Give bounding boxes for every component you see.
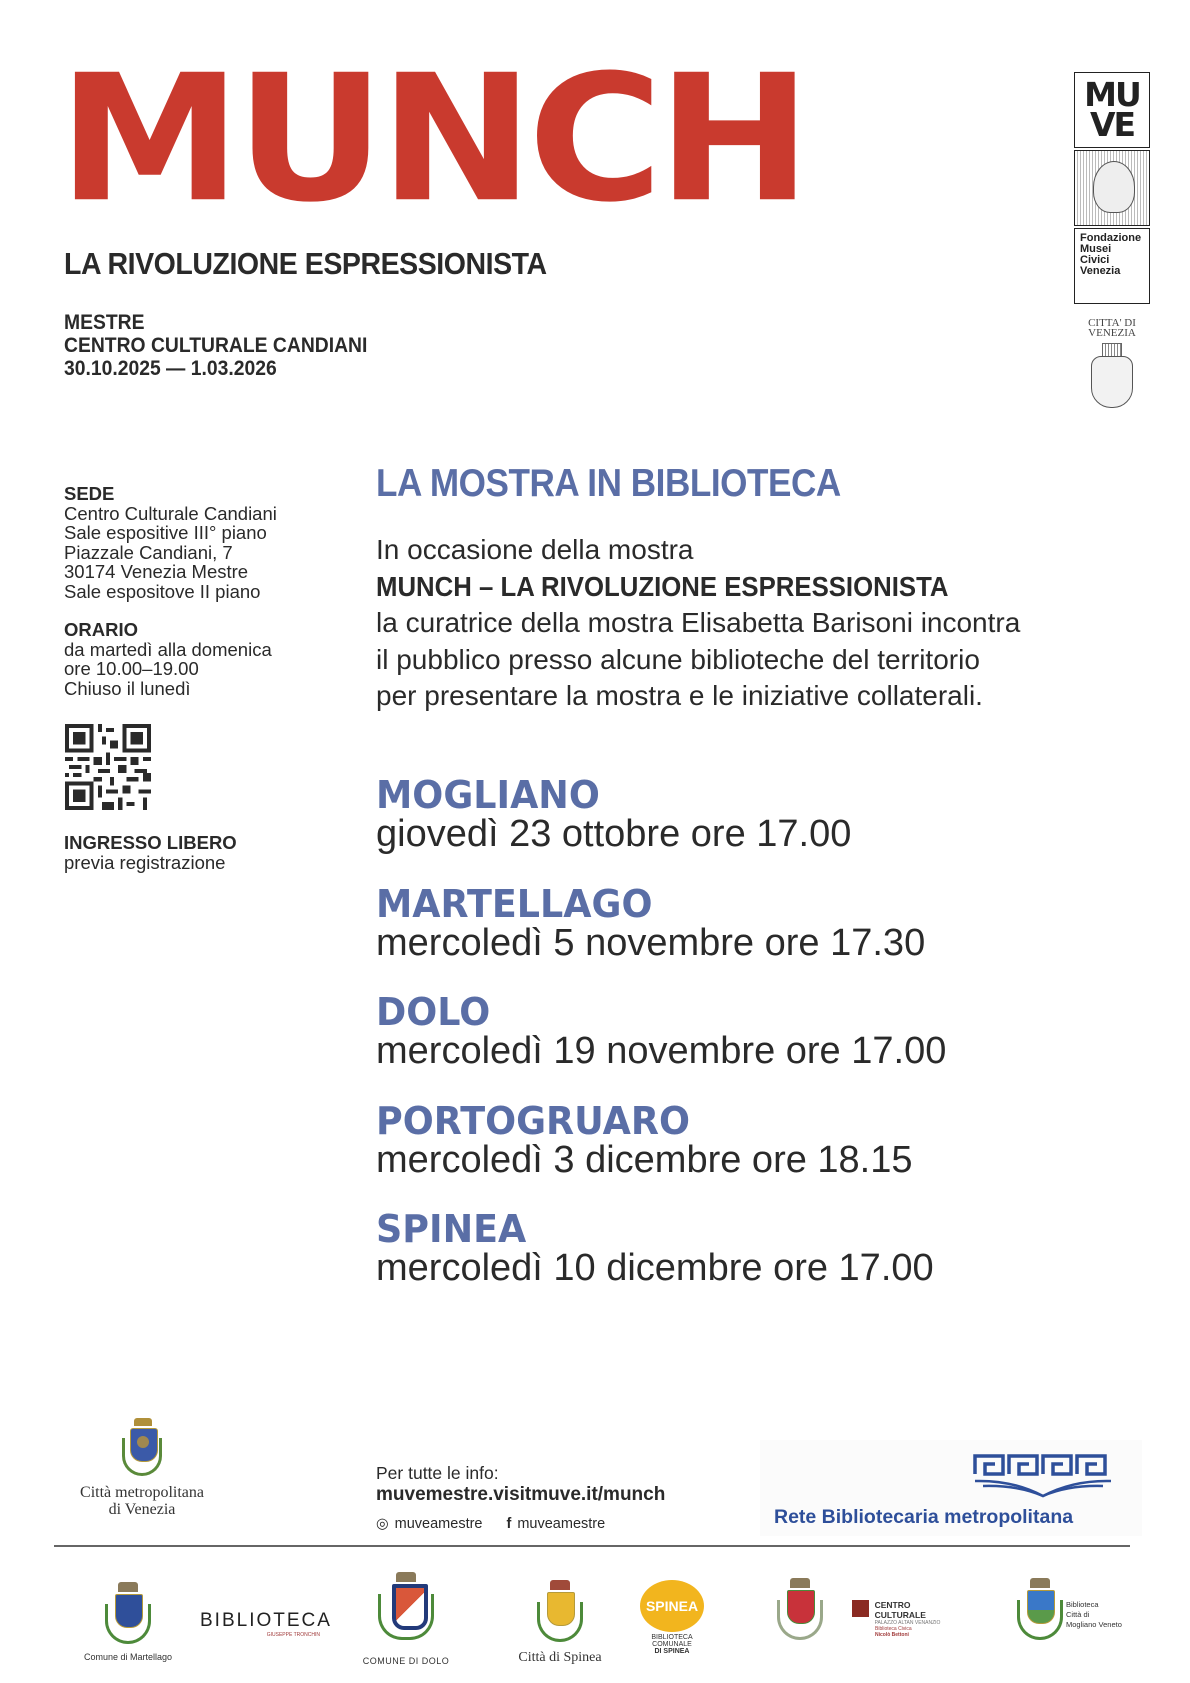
ingresso-heading: INGRESSO LIBERO <box>64 832 237 853</box>
logo-biblioteca-mogliano <box>1066 1600 1146 1630</box>
spinea-crest-icon <box>535 1580 585 1646</box>
event-city: MARTELLAGO <box>376 881 653 926</box>
venice-shield-icon <box>1091 356 1133 408</box>
exhibition-title: MUNCH <box>58 37 806 241</box>
open-book-icon <box>973 1478 1113 1498</box>
foundation-line: Fondazione <box>1080 232 1142 244</box>
cdv-line: VENEZIA <box>1088 327 1136 339</box>
instagram-handle: muveamestre <box>394 1516 483 1532</box>
events-list <box>376 773 947 1319</box>
event-datetime: mercoledì 19 novembre ore 17.00 <box>376 1030 947 1072</box>
event-item <box>376 1207 946 1319</box>
logo-comune-martellago <box>78 1582 178 1662</box>
logo-label: CENTRO CULTURALE <box>874 1600 926 1620</box>
venue-block <box>64 311 367 380</box>
sede-line: Centro Culturale Candiani <box>64 502 277 524</box>
section-heading: LA MOSTRA IN BIBLIOTECA <box>376 462 841 505</box>
event-item <box>376 773 946 885</box>
intro-line: il pubblico presso alcune biblioteche del territorio <box>376 643 980 675</box>
orario-line: ore 10.00–19.00 <box>64 658 199 679</box>
logo-label: Biblioteca <box>1066 1600 1099 1609</box>
muve-line1: MU <box>1084 75 1140 114</box>
rete-label: Rete Bibliotecaria metropolitana <box>774 1506 1074 1528</box>
facebook-link[interactable] <box>507 1514 606 1535</box>
logo-citta-spinea <box>515 1580 605 1666</box>
logo-label: BIBLIOTECA <box>200 1610 332 1631</box>
venue-name: CENTRO CULTURALE CANDIANI <box>64 334 368 357</box>
venue-dates: 30.10.2025 — 1.03.2026 <box>64 357 277 380</box>
event-city: DOLO <box>376 990 491 1034</box>
rete-bibliotecaria-logo <box>760 1440 1142 1536</box>
lion-of-st-mark-icon <box>1074 150 1150 226</box>
intro-line: per presentare la mostra e le iniziative collaterali. <box>376 680 983 711</box>
sede-line: Piazzale Candiani, 7 <box>64 541 233 563</box>
logo-biblioteca-tronchin <box>200 1610 332 1638</box>
event-item <box>376 881 946 994</box>
logo-label: COMUNALE <box>652 1641 692 1648</box>
orario-line: da martedì alla domenica <box>64 638 272 660</box>
foundation-line: Musei <box>1080 243 1112 255</box>
logo-label: Città di <box>1066 1610 1090 1619</box>
intro-exhibition-name: MUNCH – LA RIVOLUZIONE ESPRESSIONISTA <box>376 570 949 602</box>
intro-line: la curatrice della mostra Elisabetta Barisoni incontra <box>376 607 1021 638</box>
ingresso-block <box>64 833 237 872</box>
logo-mogliano-crest <box>1010 1578 1070 1644</box>
qr-code-icon[interactable] <box>65 724 151 810</box>
logo-sublabel: PALAZZO ALTAN VENANZIO <box>874 1620 941 1626</box>
logo-label: DI SPINEA <box>654 1648 690 1655</box>
event-item <box>376 990 947 1102</box>
sede-line: Sale espositive III° piano <box>64 522 267 543</box>
venue-city: MESTRE <box>64 311 145 334</box>
orario-heading: ORARIO <box>64 619 138 640</box>
cmv-line: di Venezia <box>108 1501 176 1518</box>
sede-line: 30174 Venezia Mestre <box>64 561 249 582</box>
red-square-icon <box>852 1600 869 1617</box>
foundation-line: Venezia <box>1080 265 1121 277</box>
logo-biblioteca-spinea <box>632 1580 712 1655</box>
logo-sublabel: GIUSEPPE TRONCHIN <box>266 1632 320 1638</box>
spinea-badge-icon: SPINEA <box>640 1580 704 1632</box>
orario-block <box>64 620 272 698</box>
logo-centro-culturale-altan <box>852 1600 962 1638</box>
intro-line: In occasione della mostra <box>376 534 694 565</box>
portogruaro-crest-icon <box>775 1578 825 1644</box>
logo-label: Città di Spinea <box>518 1650 602 1665</box>
info-url-link[interactable]: muvemestre.visitmuve.it/munch <box>376 1484 666 1505</box>
event-item <box>376 1098 946 1211</box>
event-city: MOGLIANO <box>376 773 600 817</box>
logo-label: Mogliano Veneto <box>1066 1620 1122 1629</box>
event-datetime: mercoledì 3 dicembre ore 18.15 <box>376 1138 913 1181</box>
logo-comune-dolo <box>356 1572 456 1666</box>
instagram-link[interactable] <box>376 1514 483 1535</box>
partner-logos <box>0 1570 1190 1683</box>
logo-label: BIBLIOTECA <box>651 1634 693 1641</box>
social-links <box>376 1514 665 1535</box>
contact-info <box>376 1463 665 1535</box>
logo-line: Biblioteca Civica <box>875 1626 912 1632</box>
info-label: Per tutte le info: <box>376 1463 499 1483</box>
mogliano-crest-icon <box>1015 1578 1065 1644</box>
logo-label: Comune di Martellago <box>83 1652 173 1662</box>
martellago-crest-icon <box>103 1582 153 1648</box>
intro-paragraph <box>376 532 1020 715</box>
muve-line2: VE <box>1089 105 1135 144</box>
event-city: PORTOGRUARO <box>376 1098 690 1143</box>
logo-label: COMUNE DI DOLO <box>362 1656 450 1666</box>
facebook-handle: muveamestre <box>517 1516 606 1532</box>
event-datetime: mercoledì 10 dicembre ore 17.00 <box>376 1247 934 1289</box>
instagram-icon: ◎ <box>376 1516 389 1532</box>
orario-line: Chiuso il lunedì <box>64 677 191 699</box>
logo-comune-portogruaro <box>770 1578 830 1644</box>
logo-line: Nicolò Bettoni <box>875 1632 909 1638</box>
sede-heading: SEDE <box>64 483 115 504</box>
exhibition-subtitle: LA RIVOLUZIONE ESPRESSIONISTA <box>64 246 547 281</box>
facebook-icon: f <box>506 1516 512 1532</box>
event-datetime: mercoledì 5 novembre ore 17.30 <box>376 921 926 964</box>
sede-block <box>64 484 277 601</box>
citta-metropolitana-logo <box>72 1418 212 1518</box>
sede-line: Sale espositove II piano <box>64 580 261 602</box>
foundation-name <box>1074 228 1150 304</box>
footer-divider <box>54 1545 1130 1547</box>
foundation-line: Civici <box>1080 254 1110 266</box>
cmv-line: Città metropolitana <box>80 1484 204 1501</box>
event-city: SPINEA <box>376 1207 527 1251</box>
cdv-line: CITTA' DI <box>1088 317 1136 329</box>
greek-meander-icon <box>973 1454 1113 1476</box>
ingresso-subtext: previa registrazione <box>64 851 226 873</box>
muve-logo <box>1074 72 1150 304</box>
metropolitan-crest-icon <box>122 1418 162 1478</box>
event-datetime: giovedì 23 ottobre ore 17.00 <box>376 813 852 855</box>
citta-di-venezia-logo <box>1085 318 1139 408</box>
dolo-crest-icon <box>376 1572 436 1650</box>
muve-wordmark <box>1074 72 1150 148</box>
